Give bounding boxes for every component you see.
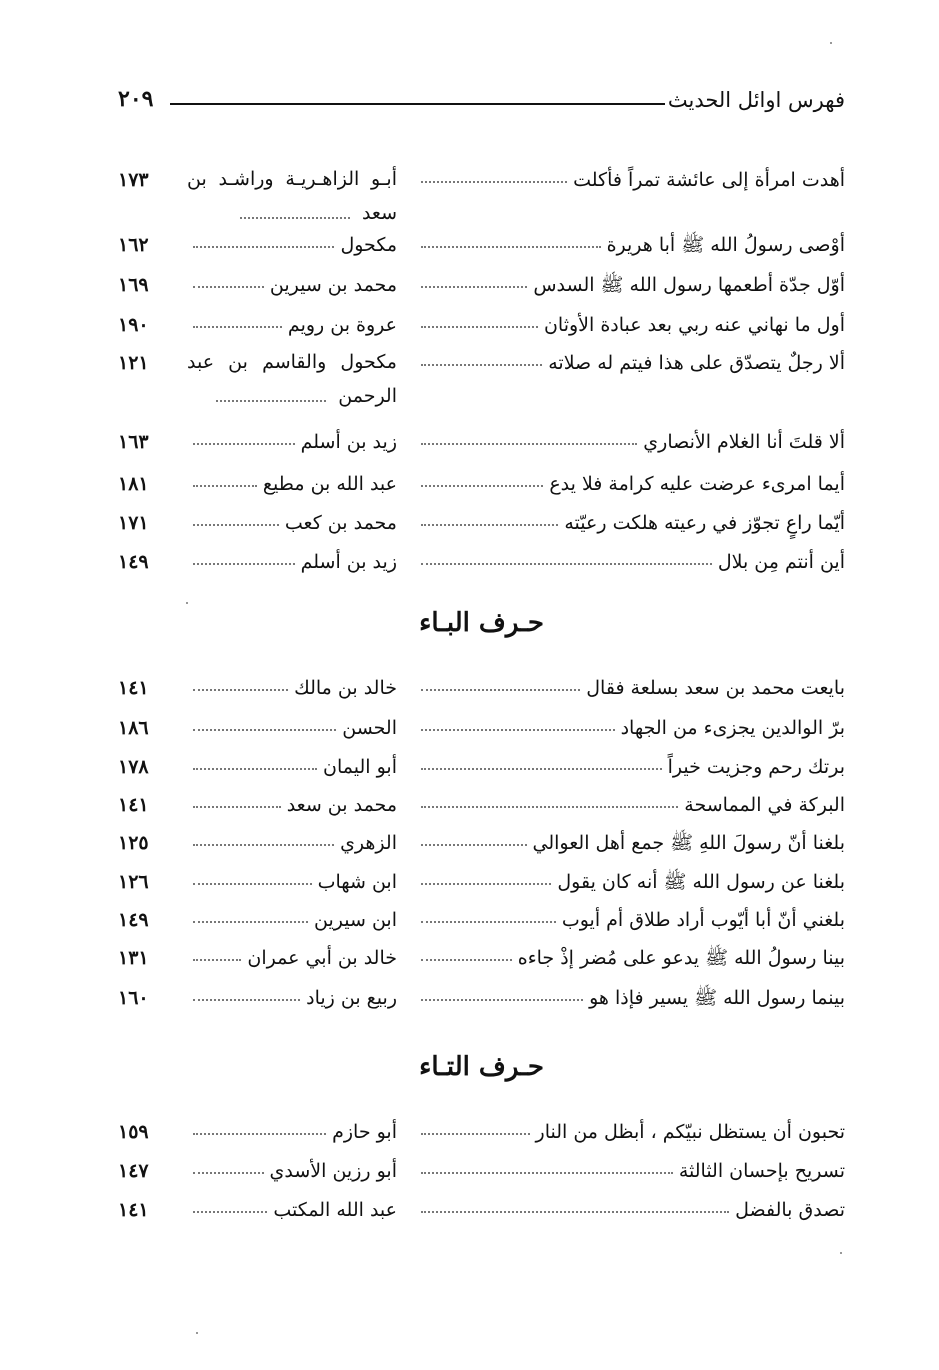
hadith-opening: أول ما نهاني عنه ربي بعد عبادة الأوثان	[415, 307, 845, 343]
page-reference: ١٨١	[118, 473, 149, 495]
hadith-opening: بينا رسولُ الله ﷺ يدعو على مُضر إذْ جاءه	[415, 940, 845, 976]
page-reference: ١٢١	[118, 352, 149, 374]
hadith-opening: برتك رحم وجزيت خيراً	[415, 749, 845, 785]
page-reference: ١٢٥	[118, 832, 149, 854]
narrator: محمد بن كعب	[187, 505, 397, 541]
narrator: مكحول والقاسم بن عبد الرحمن	[187, 351, 397, 407]
page-reference: ١٦٠	[118, 987, 149, 1009]
page-reference: ١٨٦	[118, 717, 149, 739]
narrator: ابن شهاب	[187, 864, 397, 900]
scan-speck	[830, 42, 832, 44]
page-reference: ١٤٧	[118, 1160, 149, 1182]
hadith-opening: بلغنا أنّ رسولَ اللهِ ﷺ جمع أهل العوالي	[415, 825, 845, 861]
running-head-title: فهرس اوائل الحديث	[667, 88, 845, 112]
hadith-opening: أين أنتم مِن بلال	[415, 544, 845, 580]
page-reference: ١٤٩	[118, 551, 149, 573]
narrator: أبـو الزاهـريـة وراشـد بن سعد	[187, 168, 397, 224]
hadith-opening: أوْصى رسولُ الله ﷺ أبا هريرة	[415, 227, 845, 263]
narrator: ربيع بن زياد	[187, 980, 397, 1016]
hadith-opening: أيما امرىء عرضت عليه كرامة فلا يدع	[415, 466, 845, 502]
hadith-opening: تصدق بالفضل	[415, 1192, 845, 1228]
page-number: ٢٠٩	[118, 86, 154, 112]
page-reference: ١٣١	[118, 947, 149, 969]
hadith-opening: أوّل جدّة أطعمها رسول الله ﷺ السدس	[415, 267, 845, 303]
hadith-opening: برّ الوالدين يجزىء من الجهاد	[415, 710, 845, 746]
narrator: أبو رزين الأسدي	[187, 1153, 397, 1189]
hadith-opening: تحبون أن يستظل نبيّكم ، أبظل من النار	[415, 1114, 845, 1150]
page-reference: ١٦٣	[118, 431, 149, 453]
narrator: الزهري	[187, 825, 397, 861]
hadith-opening: بلغنا عن رسول الله ﷺ أنه كان يقول	[415, 864, 845, 900]
narrator: أبو حازم	[187, 1114, 397, 1150]
narrator: خالد بن مالك	[187, 670, 397, 706]
hadith-opening: بينما رسول الله ﷺ يسير فإذا هو	[415, 980, 845, 1016]
hadith-opening: بايعت محمد بن سعد بسلعة فقال	[415, 670, 845, 706]
hadith-opening: أهدت امرأة إلى عائشة تمراً فأكلت	[415, 162, 845, 198]
page-reference: ١٩٠	[118, 314, 149, 336]
scan-speck	[186, 602, 188, 604]
page-reference: ١٤٩	[118, 909, 149, 931]
narrator: مكحول	[187, 227, 397, 263]
hadith-opening: ألا رجلٌ يتصدّق على هذا فيتم له صلاته	[415, 345, 845, 381]
page-reference: ١٦٢	[118, 234, 149, 256]
scan-speck	[196, 1332, 198, 1334]
page-reference: ١٤١	[118, 1199, 149, 1221]
narrator: زيد بن أسلم	[187, 424, 397, 460]
narrator: الحسن	[187, 710, 397, 746]
narrator: ابن سيرين	[187, 902, 397, 938]
page-reference: ١٤١	[118, 677, 149, 699]
scan-speck	[840, 1252, 842, 1254]
narrator: محمد بن سعد	[187, 787, 397, 823]
hadith-opening: بلغني أنّ أبا أيّوب أراد طلاق أم أيوب	[415, 902, 845, 938]
running-head	[118, 86, 845, 120]
hadith-opening: ألا قلتَ أنا الغلام الأنصاري	[415, 424, 845, 460]
hadith-opening: تسريح بإحسان الثالثة	[415, 1153, 845, 1189]
page-reference: ١٤١	[118, 794, 149, 816]
page-reference: ١٦٩	[118, 274, 149, 296]
narrator: عبد الله المكتب	[187, 1192, 397, 1228]
narrator: زيد بن أسلم	[187, 544, 397, 580]
narrator: أبو اليمان	[187, 749, 397, 785]
narrator: عبد الله بن مطيع	[187, 466, 397, 502]
page-reference: ١٧٨	[118, 756, 149, 778]
page-reference: ١٧٣	[118, 169, 149, 191]
page-reference: ١٥٩	[118, 1121, 149, 1143]
narrator: محمد بن سيرين	[187, 267, 397, 303]
hadith-opening: البركة في المماسحة	[415, 787, 845, 823]
page-reference: ١٢٦	[118, 871, 149, 893]
hadith-opening: أيّما راعٍ تجوّز في رعيته هلكت رعيّته	[415, 505, 845, 541]
narrator: عروة بن رويم	[187, 307, 397, 343]
page-reference: ١٧١	[118, 512, 149, 534]
section-heading-ba: حـرف البـاء	[419, 608, 544, 638]
narrator: خالد بن أبي عمران	[187, 940, 397, 976]
section-heading-ta: حـرف التـاء	[419, 1052, 544, 1082]
header-rule	[170, 103, 665, 105]
